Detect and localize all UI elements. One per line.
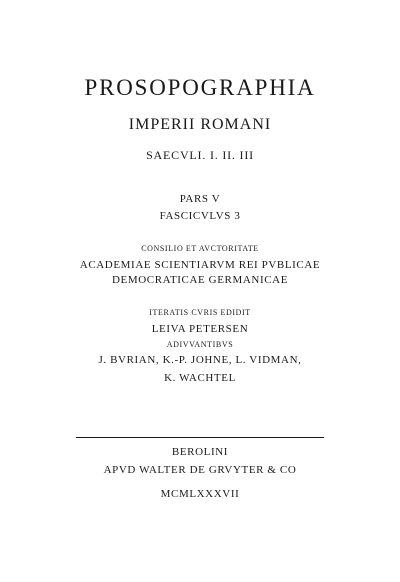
editor-intro: ITERATIS CVRIS EDIDIT — [149, 308, 251, 317]
academy-line-2: DEMOCRATICAE GERMANICAE — [111, 274, 289, 286]
imprint-city: BEROLINI — [171, 446, 229, 458]
academy-line-1: ACADEMIAE SCIENTIARVM REI PVBLICAE — [79, 259, 321, 271]
centuries-label: SAECVLI. I. II. III — [146, 148, 254, 162]
editor-name: LEIVA PETERSEN — [151, 323, 249, 335]
imprint-publisher: APVD WALTER DE GRVYTER & CO — [103, 464, 297, 476]
assistants-line-2: K. WACHTEL — [164, 372, 236, 384]
book-title: PROSOPOGRAPHIA — [84, 75, 316, 100]
imprint-divider — [76, 437, 324, 438]
imprint-year: MCMLXXXVII — [160, 488, 240, 500]
assistants-intro: ADIVVANTIBVS — [166, 340, 234, 349]
assistants-line-1: J. BVRIAN, K.-P. JOHNE, L. VIDMAN, — [98, 354, 302, 366]
part-label: PARS V — [179, 193, 221, 205]
book-subtitle: IMPERII ROMANI — [128, 116, 272, 133]
auspices-intro: CONSILIO ET AVCTORITATE — [141, 244, 259, 253]
fascicle-label: FASCICVLVS 3 — [159, 210, 241, 222]
